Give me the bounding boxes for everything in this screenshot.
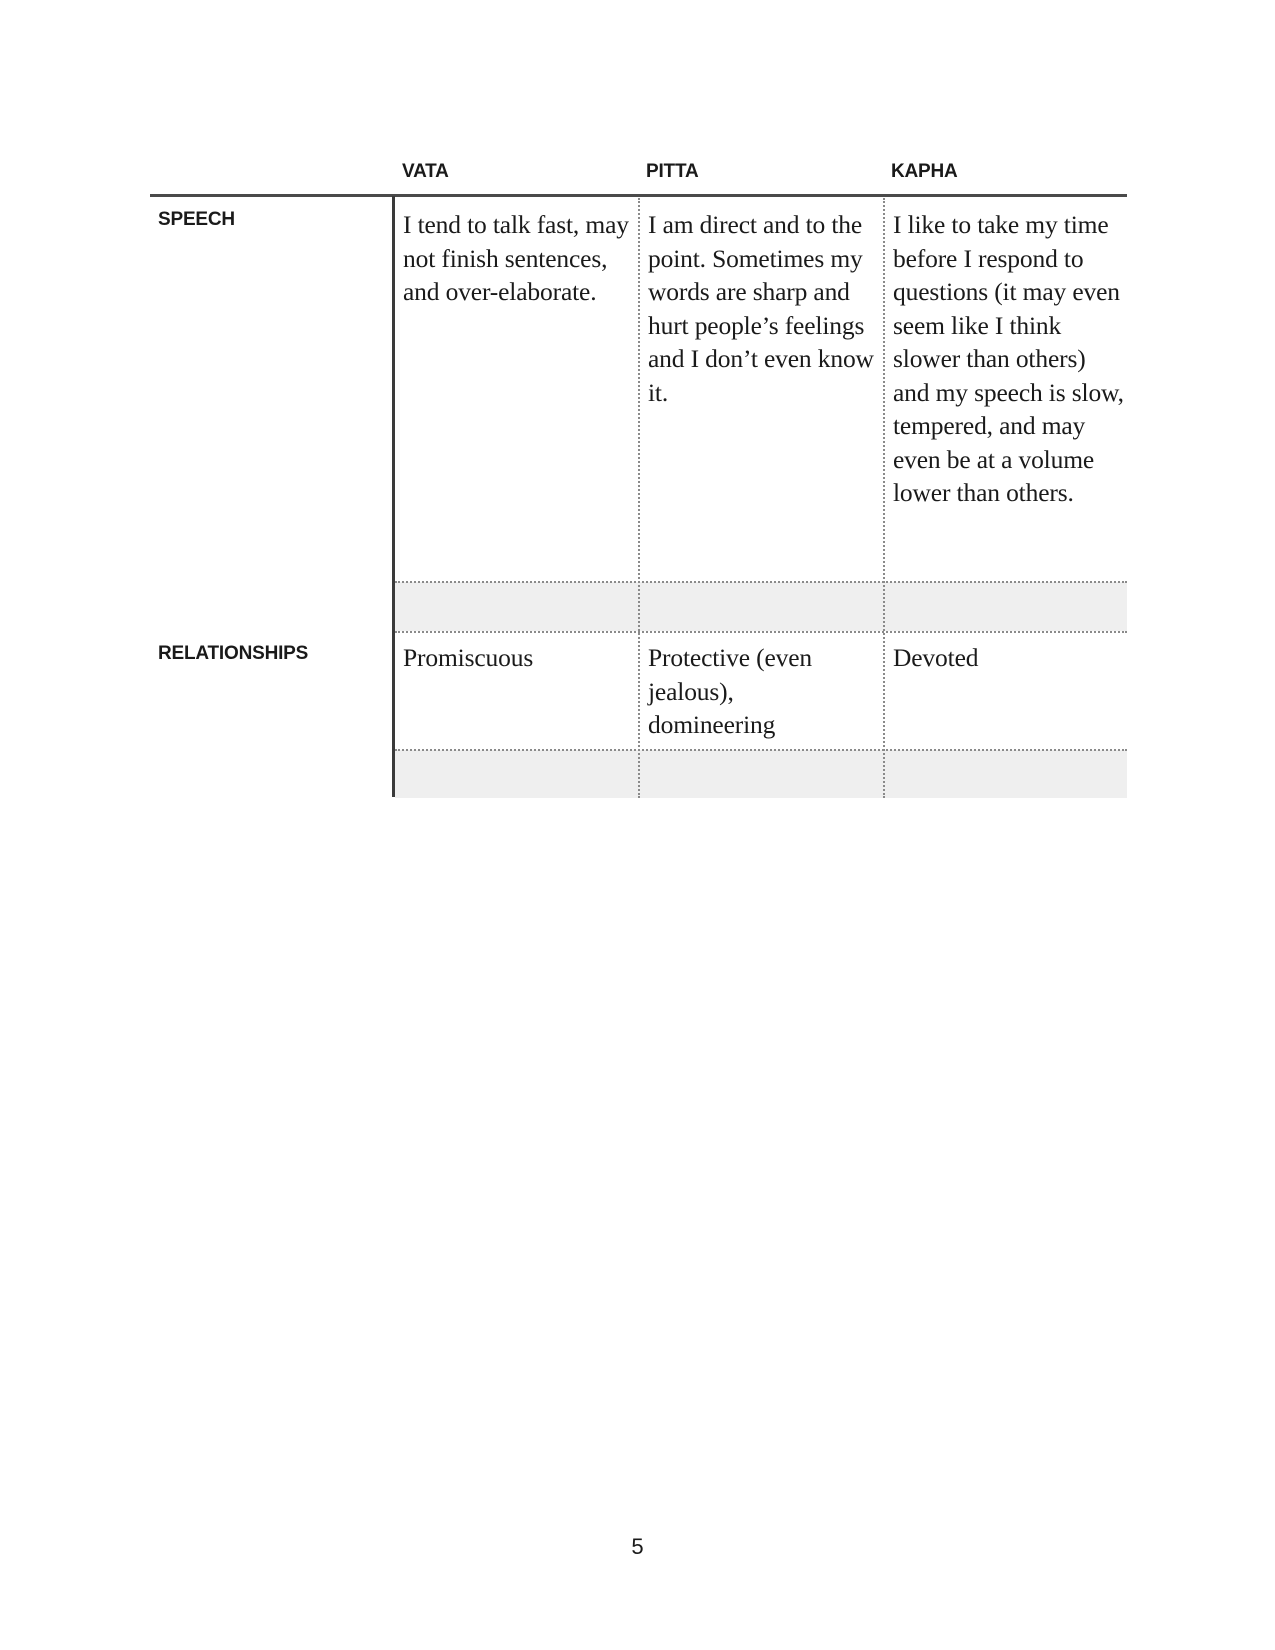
speech-pitta-cell: I am direct and to the point. Sometimes my words are sharp and hurt people’s feelings and I don’t even know it. <box>648 210 874 407</box>
relationships-vata-cell: Promiscuous <box>403 643 534 672</box>
speech-vata-cell: I tend to talk fast, may not finish sentences, and over-elaborate. <box>403 210 629 306</box>
column-separator-2 <box>883 198 885 798</box>
page-number: 5 <box>631 1534 644 1559</box>
row-separator-1 <box>395 581 1127 583</box>
relationships-pitta-cell: Protective (even jealous), domineering <box>648 643 812 739</box>
speech-kapha-cell: I like to take my time before I respond to questions (it may even seem like I think slower than others) and my speech is slow, tempered, and may even be at a volume lower than others. <box>893 210 1124 507</box>
answer-row-relationships <box>395 750 1127 798</box>
row-header-speech: SPEECH <box>158 209 235 230</box>
column-header-pitta: PITTA <box>646 161 699 182</box>
row-separator-2 <box>395 631 1127 633</box>
column-header-vata: VATA <box>402 161 449 182</box>
answer-row-speech <box>395 582 1127 631</box>
column-header-kapha: KAPHA <box>891 161 958 182</box>
row-separator-3 <box>395 749 1127 751</box>
relationships-kapha-cell: Devoted <box>893 643 979 672</box>
column-separator-1 <box>638 198 640 798</box>
table-header-rule <box>150 194 1127 197</box>
table-left-rule <box>392 196 395 797</box>
row-header-relationships: RELATIONSHIPS <box>158 643 309 664</box>
